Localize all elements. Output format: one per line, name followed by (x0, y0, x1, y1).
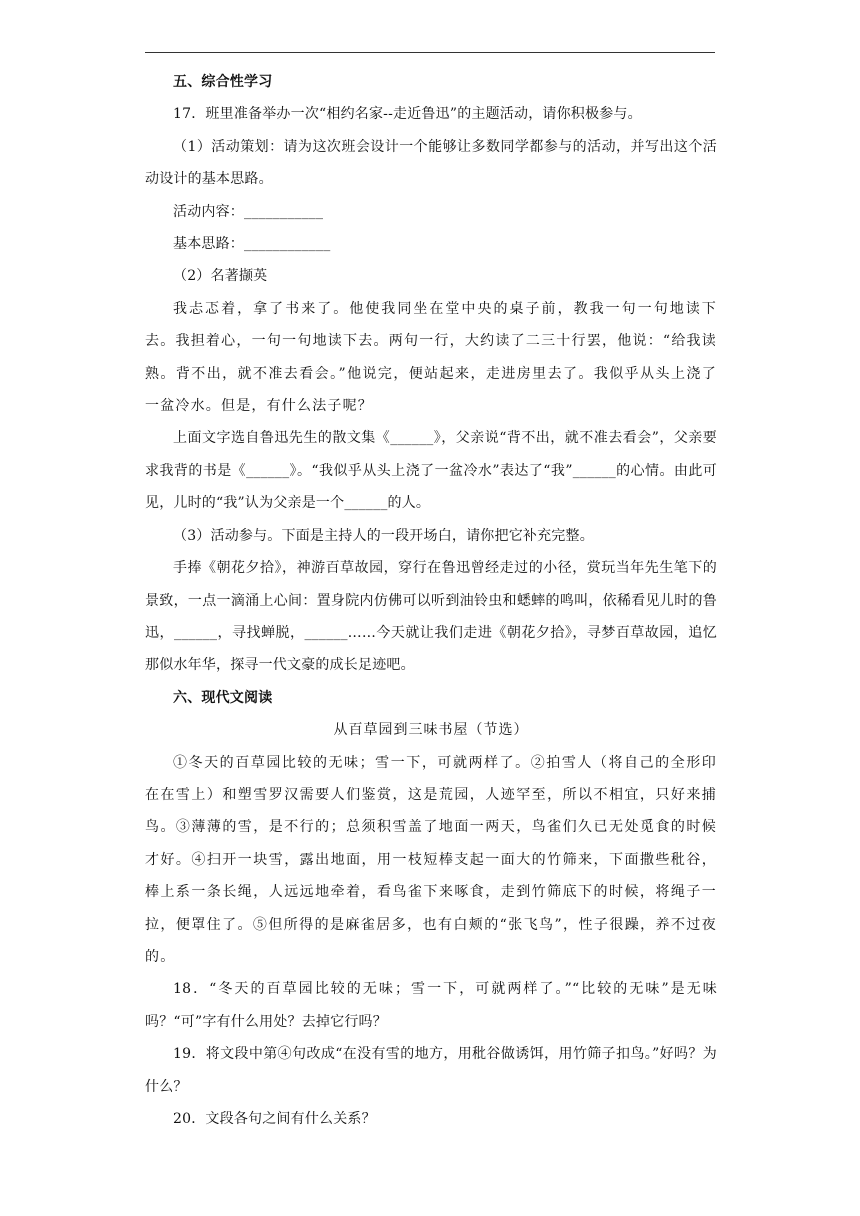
question-17-part-3-text: 手捧《朝花夕拾》，神游百草故园，穿行在鲁迅曾经走过的小径，赏玩当年先生笔下的景致，一点一滴涌上心间：置身院内仿佛可以听到油铃虫和蟋蟀的鸣叫，依稀看见儿时的鲁迅，______，寻找蝉脱，______……今天就让我们走进《朝花夕拾》，寻梦百草故园，追忆那似水年华，探寻一代文豪的成长足迹吧。 (145, 560, 717, 674)
document-body (145, 66, 717, 1135)
section-heading-6: 六、现代文阅读 (173, 689, 273, 706)
activity-content-blank: 活动内容：___________ (173, 203, 324, 220)
section-heading-5: 五、综合性学习 (173, 74, 273, 90)
question-17-stem: 17．班里准备举办一次“相约名家--走近鲁迅”的主题活动，请你积极参与。 (173, 106, 642, 123)
basic-idea-blank: 基本思路：____________ (173, 236, 331, 253)
question-17-part-2-question: 上面文字选自鲁迅先生的散文集《______》，父亲说“背不出，就不准去看会”，父亲要求我背的书是《______》。“我似乎从头上浇了一盆冷水”表达了“我”______的心情。由此可见，儿时的“我”认为父亲是一个______的人。 (145, 430, 717, 512)
classic-excerpt: 我忐忑着，拿了书来了。他使我同坐在堂中央的桌子前，教我一句一句地读下去。我担着心，一句一句地读下去。两句一行，大约读了二三十行罢，他说：“给我读熟。背不出，就不准去看会。”他说完，便站起来，走进房里去了。我似乎从头上浇了一盆冷水。但是，有什么法子呢？ (145, 300, 717, 415)
reading-passage: ①冬天的百草园比较的无味；雪一下，可就两样了。②拍雪人（将自己的全形印在在雪上）和塑雪罗汉需要人们鉴赏，这是荒园，人迹罕至，所以不相宜，只好来捕鸟。③薄薄的雪，是不行的；总须积雪盖了地面一两天，鸟雀们久已无处觅食的时候才好。④扫开一块雪，露出地面，用一枝短棒支起一面大的竹筛来，下面撒些秕谷，棒上系一条长绳，人远远地牵着，看鸟雀下来啄食，走到竹筛底下的时候，将绳子一拉，便罩住了。⑤但所得的是麻雀居多，也有白颊的“张飞鸟”，性子很躁，养不过夜的。 (145, 754, 717, 965)
question-20: 20．文段各句之间有什么关系？ (173, 1111, 376, 1127)
question-18: 18．“冬天的百草园比较的无味；雪一下，可就两样了。”“比较的无味”是无味吗？“可”字有什么用处？去掉它行吗？ (145, 981, 717, 1030)
question-19: 19．将文段中第④句改成“在没有雪的地方，用秕谷做诱饵，用竹筛子扣鸟。”好吗？为什么？ (145, 1046, 717, 1095)
header-rule (145, 52, 715, 53)
passage-title: 从百草园到三味书屋（节选） (333, 722, 529, 739)
question-17-part-1: （1）活动策划：请为这次班会设计一个能够让多数同学都参与的活动，并写出这个活动设计的基本思路。 (145, 138, 717, 188)
question-17-part-2-title: （2）名著撷英 (173, 268, 268, 285)
question-17-part-3-title: （3）活动参与。下面是主持人的一段开场白，请你把它补充完整。 (173, 527, 594, 544)
